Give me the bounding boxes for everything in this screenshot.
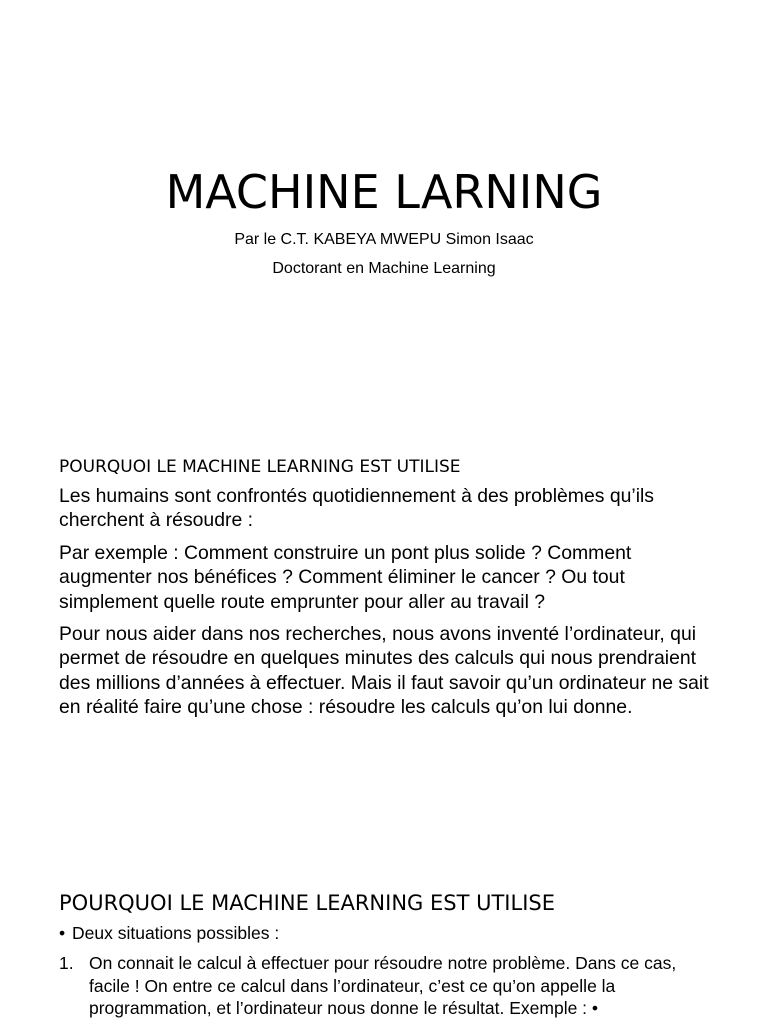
paragraph: Les humains sont confrontés quotidiennement à des problèmes qu’ils cherchent à résoudre : (59, 485, 655, 532)
slide-why-ml (0, 440, 768, 860)
slide-title (0, 0, 768, 440)
bullet-item (59, 922, 711, 944)
item-text: On connait le calcul à effectuer pour résoudre notre problème. Dans ce cas, facile ! On entre ce calcul dans l’ordinateur, c’est ce qu’on appelle la programmation, et l’ordinateur nous donne le résultat. Exemple : • (89, 953, 677, 1018)
paragraph: Pour nous aider dans nos recherches, nous avons inventé l’ordinateur, qui permet de résoudre en quelques minutes des calculs qui nous prendraient des millions d’années à effectuer. Mais il faut savoir qu’un ordinateur ne sait en réalité faire qu’une chose : résoudre les calculs qu’on lui donne. (59, 623, 709, 719)
slide-why-ml-situations (0, 860, 768, 1024)
slide-heading: POURQUOI LE MACHINE LEARNING EST UTILISE (59, 891, 555, 915)
slide-body (59, 484, 711, 728)
bullet-text: Deux situations possibles : (72, 923, 280, 943)
item-number: 1. (59, 953, 74, 973)
presentation-title: MACHINE LARNING (165, 165, 603, 219)
paragraph: Par exemple : Comment construire un pont plus solide ? Comment augmenter nos bénéfices ? Comment éliminer le cancer ? Ou tout simplement quelle route emprunter pour aller au travail ? (59, 541, 632, 613)
author-line: Par le C.T. KABEYA MWEPU Simon Isaac (234, 231, 534, 248)
bullet-icon: • (59, 923, 66, 943)
numbered-item (59, 952, 711, 1020)
author-role-line: Doctorant en Machine Learning (272, 260, 496, 277)
slide-heading: POURQUOI LE MACHINE LEARNING EST UTILISE (59, 457, 461, 477)
slide-body (59, 922, 711, 1020)
